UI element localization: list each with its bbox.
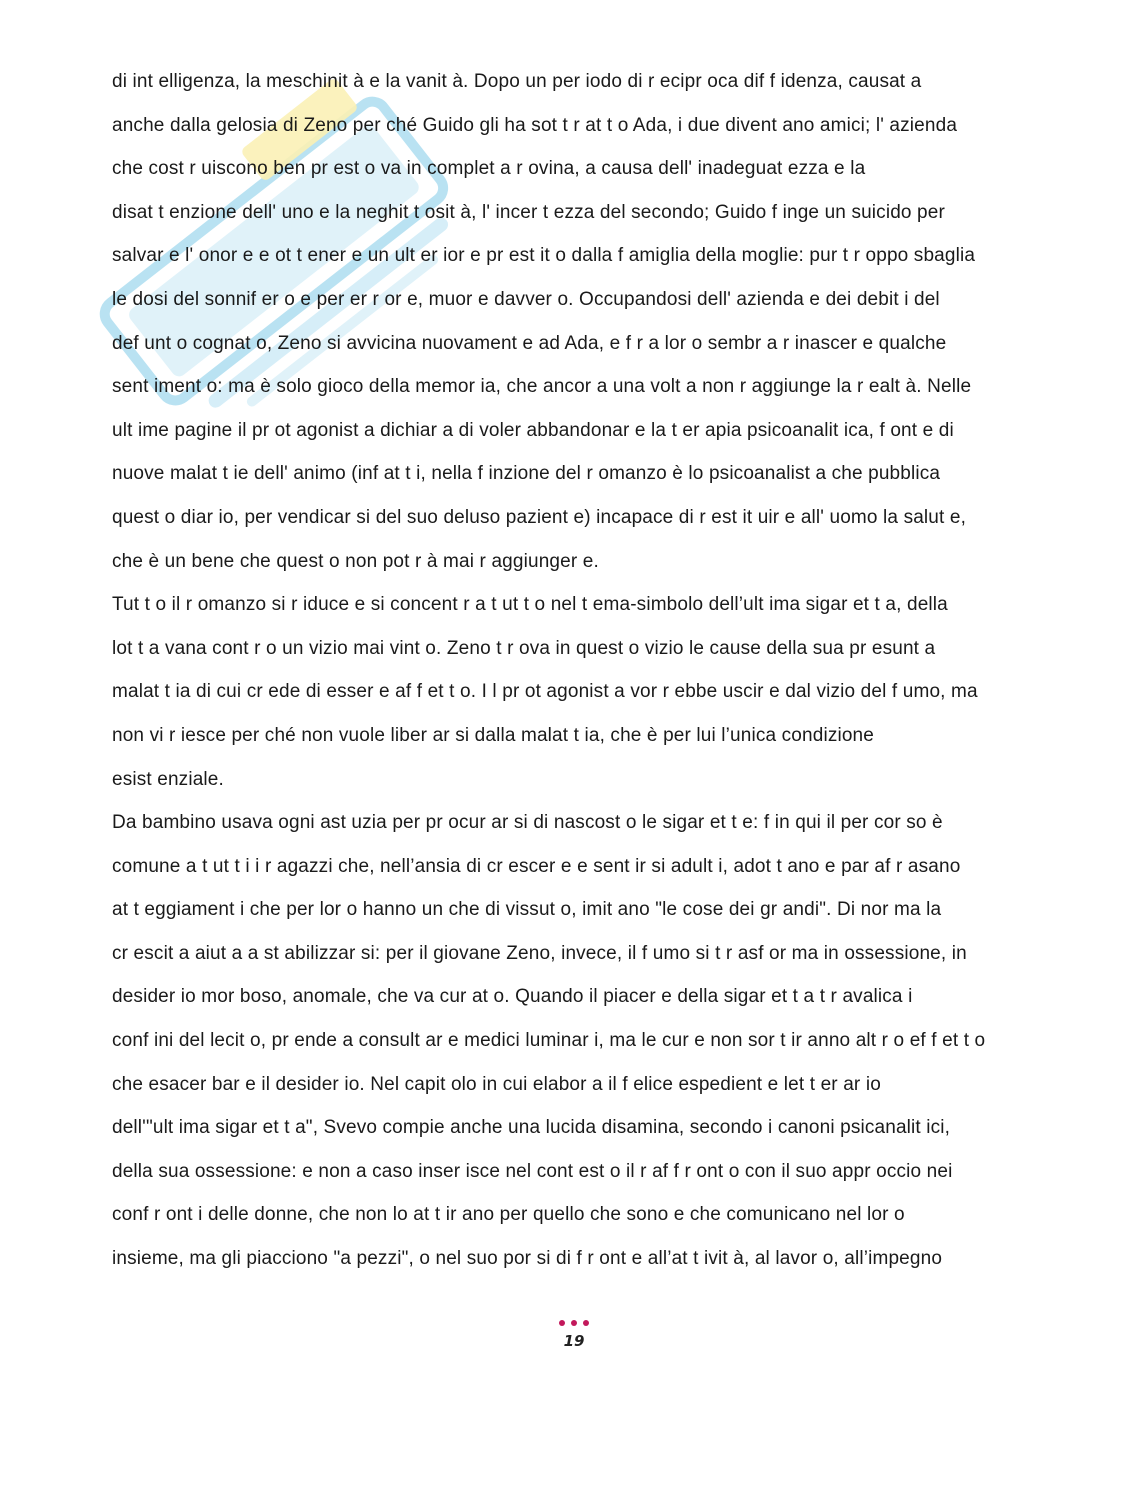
text-line: che esacer bar e il desider io. Nel capit olo in cui elabor a il f elice espedient e let t er ar io <box>112 1073 881 1095</box>
text-line: che cost r uiscono ben pr est o va in complet a r ovina, a causa dell' inadeguat ezza e la <box>112 158 866 180</box>
text-line: salvar e l' onor e e ot t ener e un ult er ior e pr est it o dalla f amiglia della moglie: pur t r oppo sbaglia <box>112 245 976 267</box>
text-line: conf r ont i delle donne, che non lo at t ir ano per quello che sono e che comunicano nel lor o <box>112 1204 905 1226</box>
text-line: anche dalla gelosia di Zeno per ché Guido gli ha sot t r at t o Ada, i due divent ano amici; l' azienda <box>112 114 958 136</box>
dot-icon <box>571 1320 577 1326</box>
text-line: ult ime pagine il pr ot agonist a dichiar a di voler abbandonar e la t er apia psicoanalit ica, f ont e di <box>112 419 954 441</box>
text-line: esist enziale. <box>112 768 224 790</box>
text-line: lot t a vana cont r o un vizio mai vint o. Zeno t r ova in quest o vizio le cause della sua pr esunt a <box>112 637 936 659</box>
text-line: quest o diar io, per vendicar si del suo deluso pazient e) incapace di r est it uir e all' uomo la salut e, <box>112 506 967 528</box>
footer-dots-ornament <box>0 1320 1148 1330</box>
text-line: comune a t ut t i i r agazzi che, nell’ansia di cr escer e e sent ir si adult i, adot t ano e par af r asano <box>112 855 961 877</box>
body-text <box>112 60 1036 1281</box>
text-line: sent iment o: ma è solo gioco della memor ia, che ancor a una volt a non r aggiunge la r ealt à. Nelle <box>112 376 972 398</box>
text-line: della sua ossessione: e non a caso inser isce nel cont est o il r af f r ont o con il suo appr occio nei <box>112 1160 953 1182</box>
page-number: 19 <box>563 1332 585 1350</box>
text-line: non vi r iesce per ché non vuole liber ar si dalla malat t ia, che è per lui l’unica condizione <box>112 724 874 746</box>
text-line: nuove malat t ie dell' animo (inf at t i, nella f inzione del r omanzo è lo psicoanalist a che pubblica <box>112 463 941 485</box>
page-footer <box>0 1320 1148 1351</box>
text-line: Da bambino usava ogni ast uzia per pr ocur ar si di nascost o le sigar et t e: f in qui il per cor so è <box>112 812 943 834</box>
text-line: dell'"ult ima sigar et t a", Svevo compie anche una lucida disamina, secondo i canoni psicanalit ici, <box>112 1117 951 1139</box>
text-line: at t eggiament i che per lor o hanno un che di vissut o, imit ano "le cose dei gr andi". Di nor ma la <box>112 899 942 921</box>
text-line: malat t ia di cui cr ede di esser e af f et t o. I l pr ot agonist a vor r ebbe uscir e dal vizio del f umo, ma <box>112 681 978 703</box>
text-line: di int elligenza, la meschinit à e la vanit à. Dopo un per iodo di r ecipr oca dif f idenza, causat a <box>112 71 922 92</box>
text-line: Tut t o il r omanzo si r iduce e si concent r a t ut t o nel t ema-simbolo dell’ult ima sigar et t a, della <box>112 594 948 616</box>
text-line: desider io mor boso, anomale, che va cur at o. Quando il piacer e della sigar et t a t r avalica i <box>112 986 913 1008</box>
dot-icon <box>559 1320 565 1326</box>
text-line: cr escit a aiut a a st abilizzar si: per il giovane Zeno, invece, il f umo si t r asf or ma in ossessione, in <box>112 942 967 964</box>
text-line: def unt o cognat o, Zeno si avvicina nuovament e ad Ada, e f r a lor o sembr a r inascer e qualche <box>112 332 947 354</box>
text-line: insieme, ma gli piacciono "a pezzi", o nel suo por si di f r ont e all’at t ivit à, al lavor o, all’impegno <box>112 1248 943 1270</box>
dot-icon <box>583 1320 589 1326</box>
text-line: disat t enzione dell' uno e la neghit t osit à, l' incer t ezza del secondo; Guido f inge un suicido per <box>112 201 945 223</box>
text-line: conf ini del lecit o, pr ende a consult ar e medici luminar i, ma le cur e non sor t ir anno alt r o ef f et t o <box>112 1030 986 1052</box>
text-line: le dosi del sonnif er o e per er r or e, muor e davver o. Occupandosi dell' azienda e dei debit i del <box>112 288 940 310</box>
text-line: che è un bene che quest o non pot r à mai r aggiunger e. <box>112 550 599 572</box>
